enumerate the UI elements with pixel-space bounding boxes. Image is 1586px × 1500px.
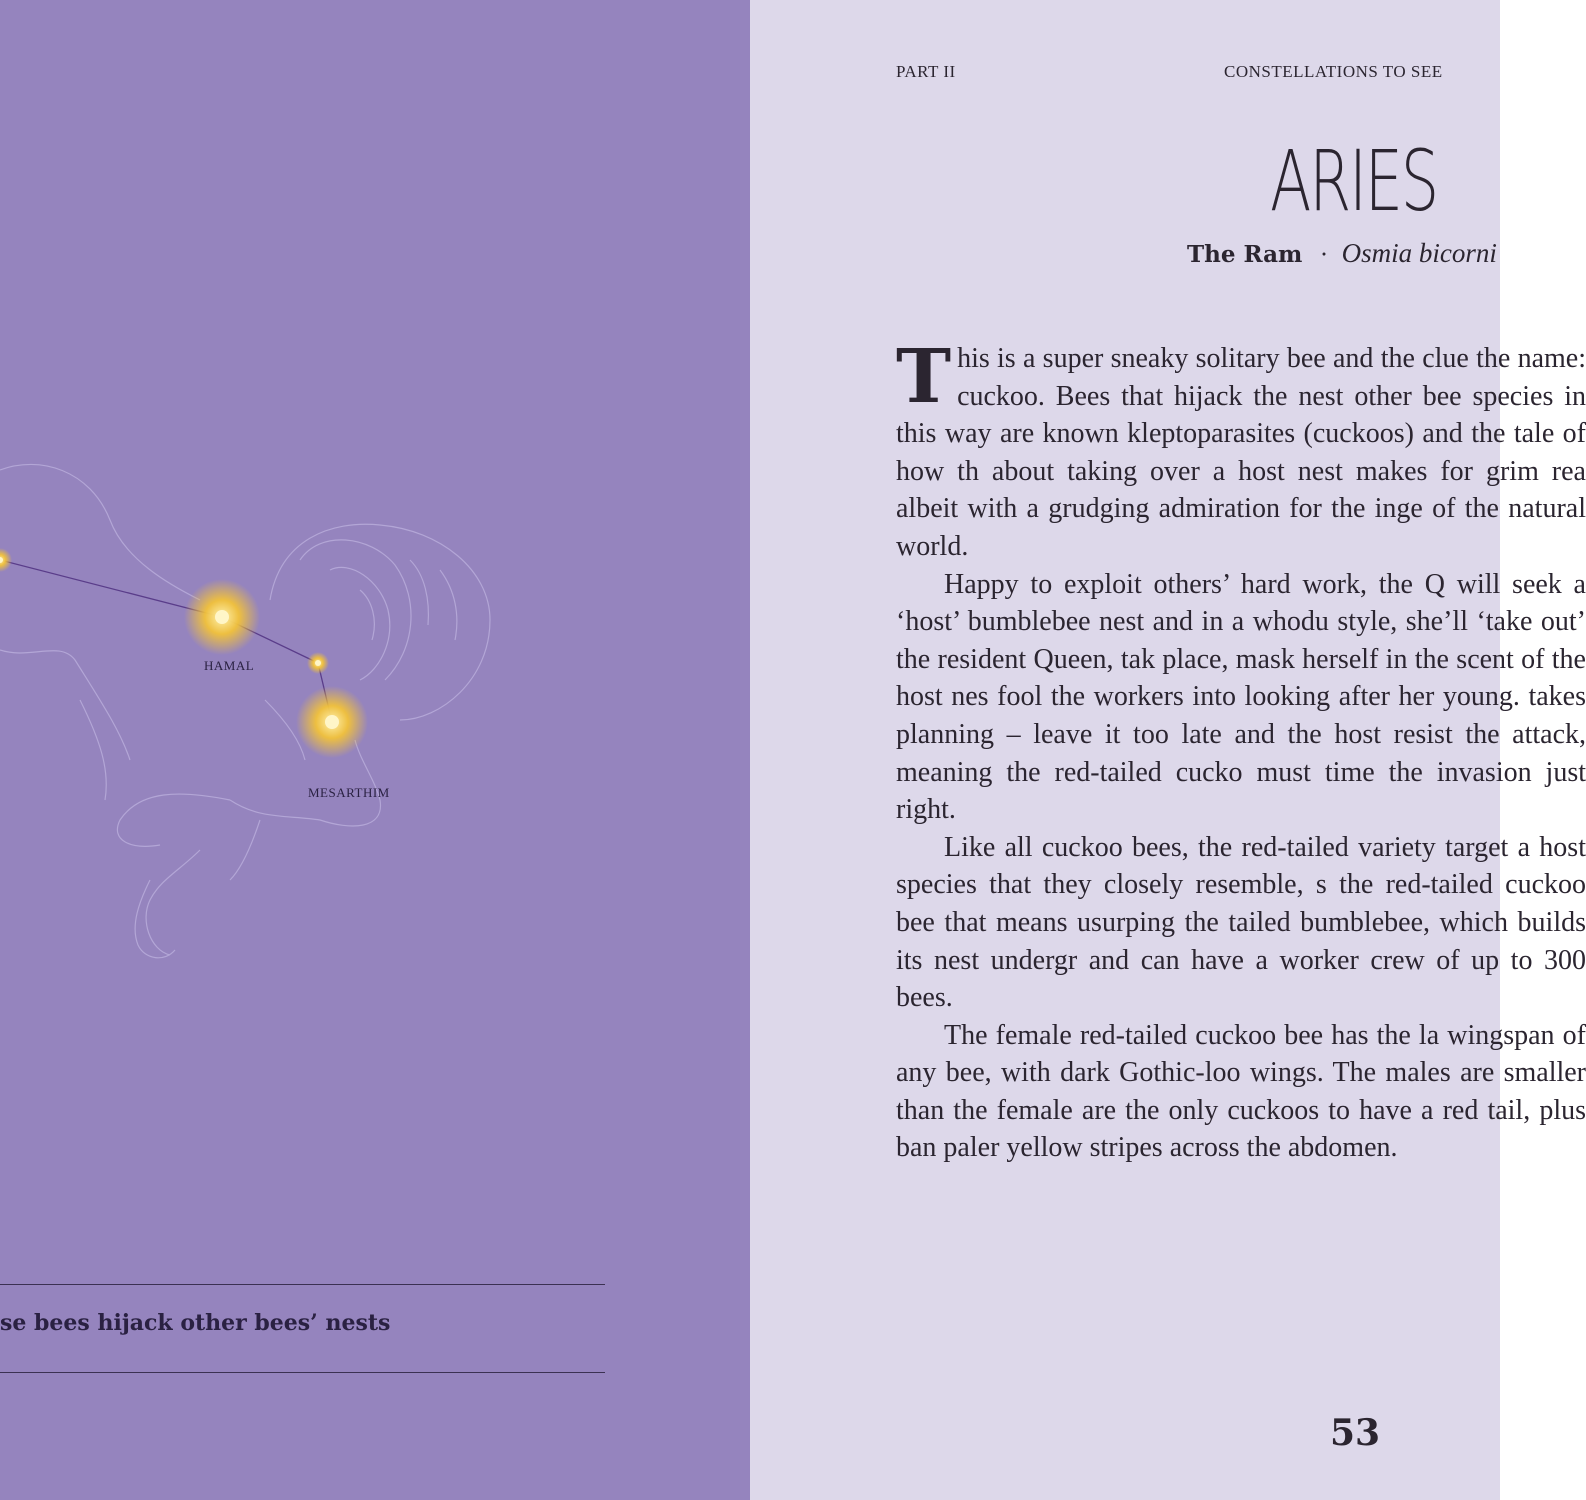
left-page <box>0 0 750 1500</box>
subtitle <box>1187 238 1497 269</box>
star-label-hamal: HAMAL <box>204 658 255 673</box>
paragraph-1-text: his is a super sneaky solitary bee and the clue the name: cuckoo. Bees that hijack the nest other bee species in this way are known kleptoparasites (cuckoos) and the tale of how th about taking over a host nest makes for grim rea albeit with a grudging admiration for the inge of the natural world. <box>896 343 1586 562</box>
caption-rule-top <box>0 1284 605 1285</box>
running-head-part: PART II <box>896 62 956 81</box>
paragraph-1 <box>896 334 1586 566</box>
star-mesarthim <box>296 686 368 758</box>
paragraph-2: Happy to exploit others’ hard work, the Q will seek a ‘host’ bumblebee nest and in a whodu style, she’ll ‘take out’ the resident Queen, tak place, mask herself in the scent of the host nes fool the workers into looking after her young. takes planning – leave it too late and the host resist the attack, meaning the red-tailed cucko must time the invasion just right. <box>896 568 1586 826</box>
subtitle-separator: · <box>1320 242 1328 268</box>
caption-rule-bottom <box>0 1372 605 1373</box>
star-2 <box>307 652 329 674</box>
page-number: 53 <box>1330 1412 1381 1454</box>
aries-constellation-illustration <box>0 440 600 1000</box>
paragraph-3: Like all cuckoo bees, the red-tailed variety target a host species that they closely resemble, s the red-tailed cuckoo bee that means usurping the tailed bumblebee, which builds its nest undergr and can have a worker crew of up to 300 bees. <box>896 831 1586 1014</box>
drop-cap: T <box>896 334 952 420</box>
paragraph-4: The female red-tailed cuckoo bee has the la wingspan of any bee, with dark Gothic-loo wings. The males are smaller than the female are the only cuckoos to have a red tail, plus ban paler yellow stripes across the abdomen. <box>896 1019 1586 1164</box>
star-label-mesarthim: MESARTHIM <box>308 785 390 800</box>
star-hamal <box>184 579 260 655</box>
right-page <box>750 0 1586 1500</box>
latin-name: Osmia bicorni <box>1341 238 1497 268</box>
page-title: ARIES <box>1270 132 1438 230</box>
ram-outline <box>0 464 490 957</box>
caption: se bees hijack other bees’ nests <box>0 1310 391 1336</box>
running-head-section: CONSTELLATIONS TO SEE <box>1224 62 1443 81</box>
common-name: The Ram <box>1187 241 1303 268</box>
star-0 <box>0 548 12 572</box>
body-text <box>896 334 1586 1167</box>
constellation-lines <box>0 560 332 722</box>
